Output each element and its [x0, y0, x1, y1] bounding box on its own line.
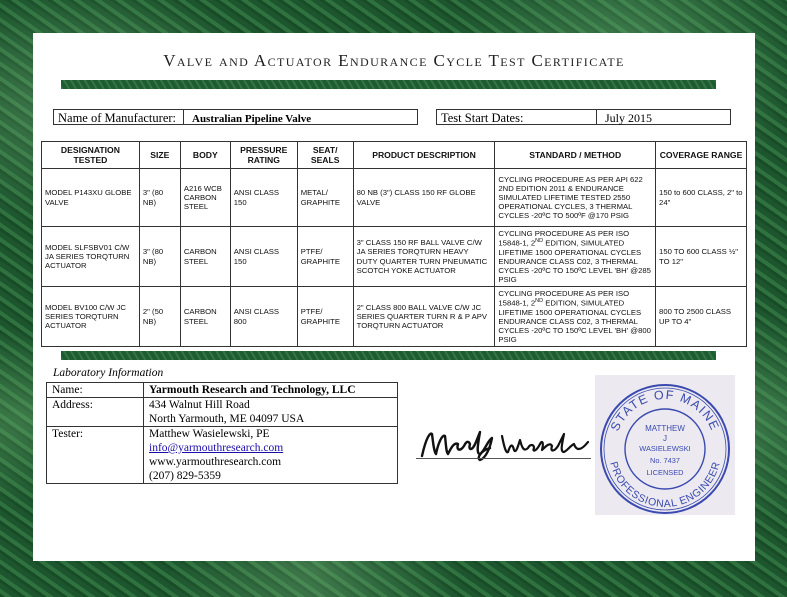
tester-signature: [418, 428, 593, 467]
lab-row-tester: [47, 427, 398, 484]
lab-name-value: Yarmouth Research and Technology, LLC: [144, 383, 398, 398]
seal-line-3: WASIELEWSKI: [639, 444, 691, 453]
standard-text-b: EDITION, SIMULATED LIFETIME 1500 OPERATIONAL CYCLES ENDURANCE CLASS C02, 3 THERMAL CYCLES -20ºC TO 150ºC LEVEL 'BH' @285 PSIG: [498, 238, 651, 284]
lab-row-name: [47, 383, 398, 398]
cell-coverage: 150 to 600 CLASS, 2" to 24": [656, 169, 747, 227]
table-row: [42, 169, 747, 227]
header-description: PRODUCT DESCRIPTION: [353, 142, 495, 169]
cell-seat: PTFE/ GRAPHITE: [297, 227, 353, 287]
header-coverage: COVERAGE RANGE: [656, 142, 747, 169]
standard-superscript: ND: [535, 298, 544, 305]
address-line-2: North Yarmouth, ME 04097 USA: [149, 413, 305, 425]
test-start-field: [436, 109, 731, 125]
manufacturer-label: Name of Manufacturer:: [54, 110, 184, 124]
header-seat: SEAT/ SEALS: [297, 142, 353, 169]
cell-designation: MODEL BV100 C/W JC SERIES TORQTURN ACTUATOR: [42, 287, 140, 347]
cell-size: 3" (80 NB): [139, 169, 180, 227]
test-results-table: [41, 141, 747, 347]
tester-name: Matthew Wasielewski, PE: [149, 428, 270, 440]
standard-text-a: CYCLING PROCEDURE AS PER ISO 15848-1, 2: [498, 229, 630, 248]
header-body: BODY: [180, 142, 230, 169]
cell-coverage: 800 TO 2500 CLASS UP TO 4": [656, 287, 747, 347]
standard-text-b: EDITION, SIMULATED LIFETIME 1500 OPERATIONAL CYCLES ENDURANCE CLASS C02, 3 THERMAL CYCLES -20ºC TO 150ºC LEVEL 'BH' @800 PSIG: [498, 298, 651, 344]
seal-line-5: LICENSED: [646, 468, 684, 477]
divider-bar-bottom: [61, 351, 716, 360]
test-start-label: Test Start Dates:: [437, 110, 597, 124]
cell-description: 3" CLASS 150 RF BALL VALVE C/W JA SERIES TORQTURN HEAVY DUTY QUARTER TURN PNEUMATIC SCOTCH YOKE ACTUATOR: [353, 227, 495, 287]
table-header-row: [42, 142, 747, 169]
seal-top-text: STATE OF MAINE: [607, 387, 723, 434]
standard-text-a: CYCLING PROCEDURE AS PER ISO 15848-1, 2: [498, 289, 630, 308]
cell-standard: [495, 287, 656, 347]
lab-tester-label: Tester:: [47, 427, 144, 484]
seal-line-1: MATTHEW: [645, 424, 685, 433]
certificate-title: Valve and Actuator Endurance Cycle Test Certificate: [163, 51, 625, 70]
cell-coverage: 150 TO 600 CLASS ½" TO 12": [656, 227, 747, 287]
signature-line: [416, 458, 591, 459]
phone-text: (207) 829-5359: [149, 470, 221, 482]
standard-superscript: ND: [535, 238, 544, 245]
cell-seat: PTFE/ GRAPHITE: [297, 287, 353, 347]
seal-line-4: No. 7437: [650, 456, 680, 465]
test-start-value: July 2015: [605, 111, 653, 125]
cell-description: 2" CLASS 800 BALL VALVE C/W JC SERIES QUARTER TURN R & P APV TORQTURN ACTUATOR: [353, 287, 495, 347]
cell-designation: MODEL SLFSBV01 C/W JA SERIES TORQTURN ACTUATOR: [42, 227, 140, 287]
header-size: SIZE: [139, 142, 180, 169]
header-pressure: PRESSURE RATING: [230, 142, 297, 169]
cell-pressure: ANSI CLASS 800: [230, 287, 297, 347]
table-row: [42, 227, 747, 287]
cell-body: CARBON STEEL: [180, 287, 230, 347]
manufacturer-value: Australian Pipeline Valve: [192, 113, 312, 125]
divider-bar-top: [61, 80, 716, 89]
cell-standard: [495, 227, 656, 287]
cell-size: 2" (50 NB): [139, 287, 180, 347]
lab-row-address: [47, 398, 398, 427]
email-link[interactable]: info@yarmouthresearch.com: [149, 442, 284, 454]
cell-seat: METAL/ GRAPHITE: [297, 169, 353, 227]
cell-designation: MODEL P143XU GLOBE VALVE: [42, 169, 140, 227]
seal-line-2: J: [663, 434, 667, 443]
website-text: www.yarmouthresearch.com: [149, 456, 282, 468]
cell-body: CARBON STEEL: [180, 227, 230, 287]
certificate-paper: [33, 33, 755, 561]
cell-standard: CYCLING PROCEDURE AS PER API 622 2ND EDITION 2011 & ENDURANCE SIMULATED LIFETIME TESTED 2550 OPERATIONAL CYCLES, 3 THERMAL CYCLES -20ºC TO 500ºF @170 PSIG: [495, 169, 656, 227]
lab-name-label: Name:: [47, 383, 144, 398]
seal-bottom-text: PROFESSIONAL ENGINEER: [607, 460, 723, 511]
cell-pressure: ANSI CLASS 150: [230, 169, 297, 227]
lab-info-table: [46, 382, 398, 484]
manufacturer-field: [53, 109, 418, 125]
lab-address-label: Address:: [47, 398, 144, 427]
pe-seal: [595, 375, 735, 515]
header-standard: STANDARD / METHOD: [495, 142, 656, 169]
header-designation: DESIGNATION TESTED: [42, 142, 140, 169]
lab-section-label: Laboratory Information: [53, 367, 164, 379]
cell-size: 3" (80 NB): [139, 227, 180, 287]
lab-address-value: [144, 398, 398, 427]
cell-description: 80 NB (3") CLASS 150 RF GLOBE VALVE: [353, 169, 495, 227]
address-line-1: 434 Walnut Hill Road: [149, 399, 250, 411]
cell-pressure: ANSI CLASS 150: [230, 227, 297, 287]
cell-body: A216 WCB CARBON STEEL: [180, 169, 230, 227]
lab-tester-value: [144, 427, 398, 484]
table-row: [42, 287, 747, 347]
